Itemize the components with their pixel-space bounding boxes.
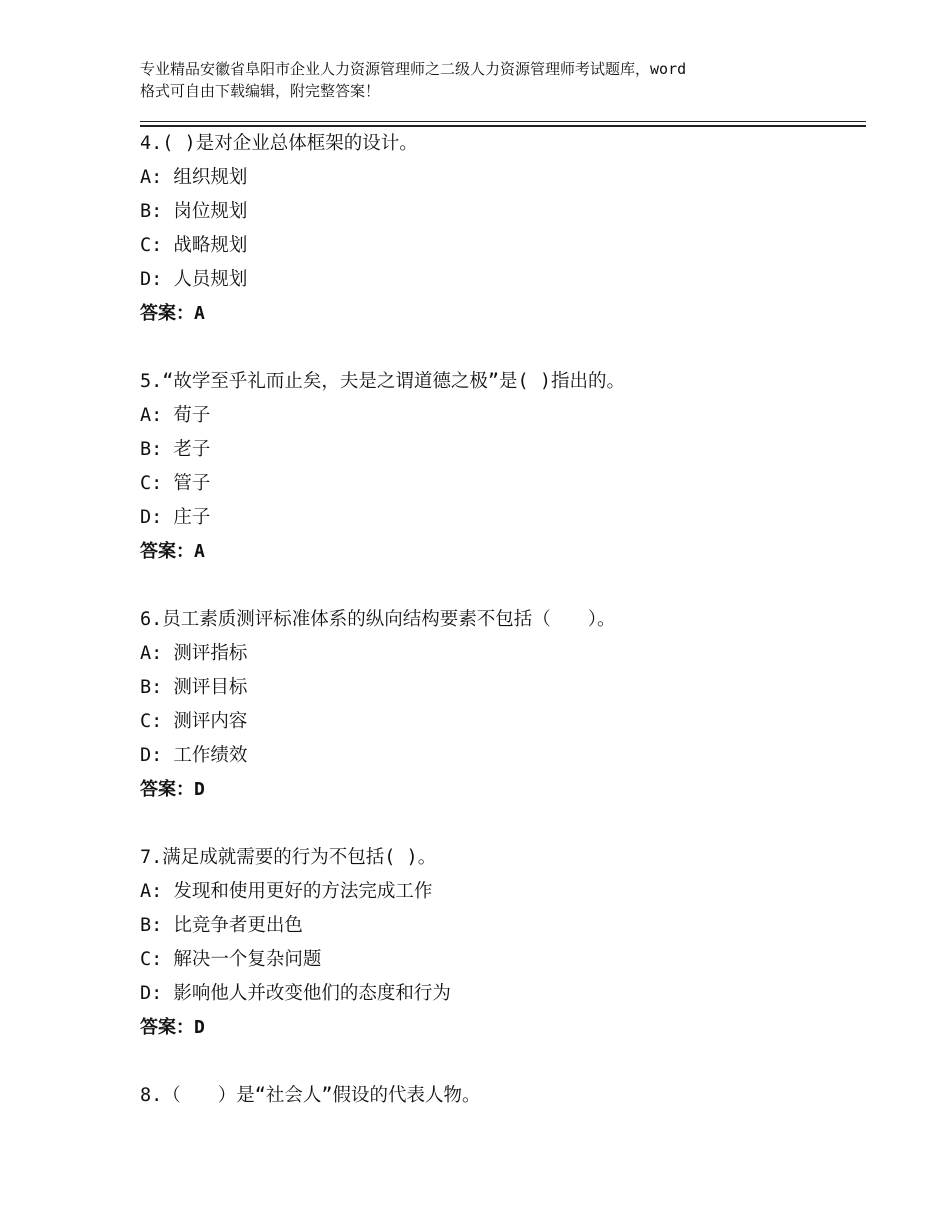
question-8 xyxy=(140,1078,866,1112)
question-4 xyxy=(140,126,866,330)
question-6 xyxy=(140,602,866,806)
option-b: B: 老子 xyxy=(140,439,211,460)
document-header xyxy=(140,58,840,102)
answer-value: D xyxy=(194,1017,205,1038)
answer-label: 答案： xyxy=(140,1017,194,1038)
question-text: 5.“故学至乎礼而止矣，夫是之谓道德之极”是( )指出的。 xyxy=(140,371,625,392)
option-c: C: 解决一个复杂问题 xyxy=(140,949,322,970)
answer-value: A xyxy=(194,303,205,324)
header-line-2: 格式可自由下载编辑，附完整答案！ xyxy=(140,82,381,100)
question-text: 8.（ ）是“社会人”假设的代表人物。 xyxy=(140,1085,481,1106)
option-a: A: 组织规划 xyxy=(140,167,248,188)
question-5 xyxy=(140,364,866,568)
option-b: B: 岗位规划 xyxy=(140,201,248,222)
question-7 xyxy=(140,840,866,1044)
option-c: C: 管子 xyxy=(140,473,211,494)
question-list xyxy=(140,126,866,1146)
answer-value: A xyxy=(194,541,205,562)
question-text: 4.( )是对企业总体框架的设计。 xyxy=(140,133,418,154)
option-a: A: 发现和使用更好的方法完成工作 xyxy=(140,881,433,902)
question-text: 7.满足成就需要的行为不包括( )。 xyxy=(140,847,437,868)
answer-line xyxy=(140,534,866,568)
answer-label: 答案： xyxy=(140,303,194,324)
option-c: C: 测评内容 xyxy=(140,711,248,732)
answer-line xyxy=(140,772,866,806)
option-c: C: 战略规划 xyxy=(140,235,248,256)
answer-line xyxy=(140,296,866,330)
option-a: A: 荀子 xyxy=(140,405,211,426)
option-d: D: 工作绩效 xyxy=(140,745,248,766)
answer-line xyxy=(140,1010,866,1044)
option-d: D: 影响他人并改变他们的态度和行为 xyxy=(140,983,451,1004)
option-b: B: 测评目标 xyxy=(140,677,248,698)
option-a: A: 测评指标 xyxy=(140,643,248,664)
header-line-1: 专业精品安徽省阜阳市企业人力资源管理师之二级人力资源管理师考试题库，word xyxy=(140,60,687,78)
answer-label: 答案： xyxy=(140,779,194,800)
option-d: D: 庄子 xyxy=(140,507,211,528)
answer-label: 答案： xyxy=(140,541,194,562)
option-b: B: 比竞争者更出色 xyxy=(140,915,303,936)
option-d: D: 人员规划 xyxy=(140,269,248,290)
header-divider-thin xyxy=(140,121,866,122)
question-text: 6.员工素质测评标准体系的纵向结构要素不包括（ ）。 xyxy=(140,609,616,630)
answer-value: D xyxy=(194,779,205,800)
